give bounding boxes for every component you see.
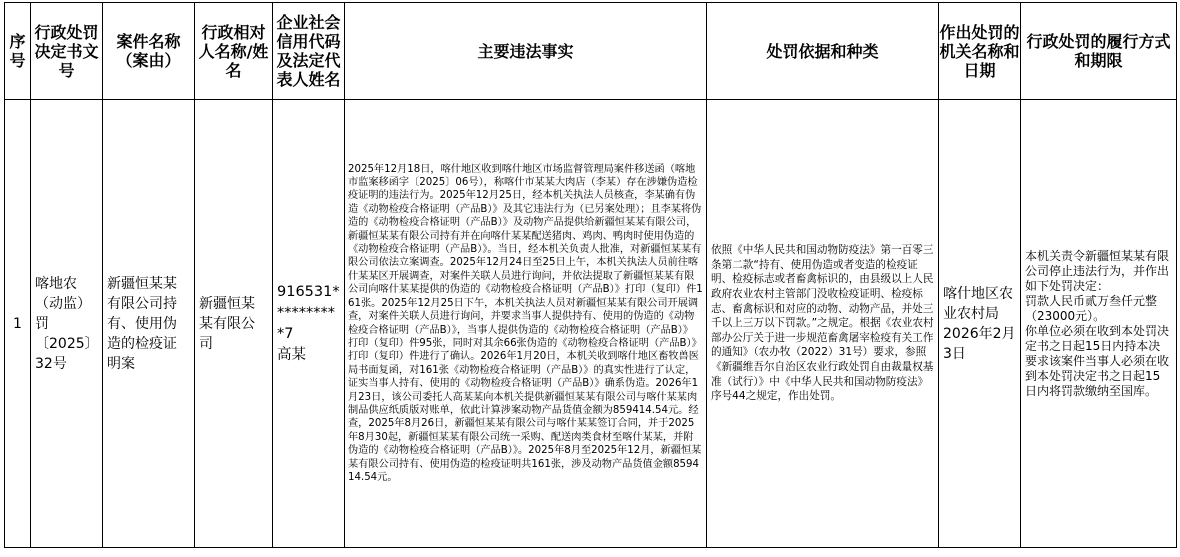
header-credit: 企业社会信用代码及法定代表人姓名 [273, 3, 345, 100]
cell-facts: 2025年12月18日，喀什地区收到喀什地区市场监督管理局案件移送函（喀地市监案移函字〔2025〕06号），称喀什市某某大肉店（李某）存在涉嫌伪造检疫证明的违法行为。2025年12月25日，经本机关执法人员核查，李某确有伪造《动物检疫合格证明（产品B）》及其它违法行为（已另案处理）；且李某将伪造的《动物检疫合格证明（产品B）》及动物产品提供给新疆恒某某有限公司，新疆恒某某有限公司持有并在向喀什某某配送猪肉、鸡肉、鸭肉时使用伪造的《动物检疫合格证明（产品B）》。当日，经本机关负责人批准，对新疆恒某某有限公司依法立案调查。2025年12月24日至25日上午，本机关执法人员前往喀什某某区开展调查，对案件关联人员进行询问，并依法提取了新疆恒某某有限公司向喀什某某提供的伪造的《动物检疫合格证明（产品B）》打印（复印）件161张。2025年12月25日下午，本机关执法人员对新疆恒某某有限公司开展调查，对案件关联人员进行询问，并要求当事人提供持有、使用的伪造的《动物检疫合格证明（产品B）》，当事人提供伪造的《动物检疫合格证明（产品B）》打印（复印）件95张，同时对其余66张伪造的《动物检疫合格证明（产品B）》打印（复印）件进行了确认。2026年1月20日，本机关收到喀什地区畜牧兽医局书面复函，对161张《动物检疫合格证明（产品B）》的真实性进行了认定，证实当事人持有、使用的《动物检疫合格证明（产品B）》确系伪造。2026年1月23日，该公司委托人高某某向本机关提供新疆恒某某有限公司与喀什某某肉制品供应纸质版对账单，依此计算涉案动物产品货值金额为859414.54元。经查，2025年8月26日，新疆恒某某有限公司与喀什某某签订合同，并于2025年8月30起，新疆恒某某有限公司统一采购、配送肉类食材至喀什某某，并附伪造的《动物检疫合格证明（产品B）》。2025年8月至2025年12月，新疆恒某某有限公司持有、使用伪造的检疫证明共161张，涉及动物产品货值金额859414.54元。 [345, 100, 707, 548]
header-doc-no: 行政处罚决定书文号 [31, 3, 103, 100]
performance-line: 本机关责令新疆恒某某有限公司停止违法行为，并作出如下处罚决定： [1025, 248, 1170, 293]
cell-seq: 1 [5, 100, 31, 548]
table-header-row [5, 3, 1177, 100]
header-authority: 作出处罚的机关名称和日期 [939, 3, 1021, 100]
header-case-name: 案件名称（案由） [103, 3, 195, 100]
legal-representative: 高某 [277, 346, 306, 363]
authority-date: 2026年2月3日 [943, 325, 1016, 362]
performance-line: 要求该案件当事人必须在收到本处罚决定书之日起15日内将罚款缴纳至国库。 [1025, 353, 1170, 398]
cell-authority [939, 100, 1021, 548]
cell-basis: 依照《中华人民共和国动物防疫法》第一百零三条第二款“持有、使用伪造或者变造的检疫证明、检疫标志或者畜禽标识的，由县级以上人民政府农业农村主管部门没收检疫证明、检疫标志、畜禽标识和对应的动物、动物产品，并处三千以上三万以下罚款。”之规定。根据《农业农村部办公厅关于进一步规范畜禽屠宰检疫有关工作的通知》（农办牧（2022）31号）要求，参照《新疆维吾尔自治区农业行政处罚自由裁量权基准（试行）》中《中华人民共和国动物防疫法》序号44之规定，作出处罚。 [707, 100, 939, 548]
header-facts: 主要违法事实 [345, 3, 707, 100]
performance-line: 罚款人民币贰万叁仟元整（23000元）。 [1025, 293, 1158, 323]
header-seq: 序号 [5, 3, 31, 100]
header-counterparty: 行政相对人名称/姓名 [195, 3, 273, 100]
header-basis: 处罚依据和种类 [707, 3, 939, 100]
cell-case-name: 新疆恒某某有限公司持有、使用伪造的检疫证明案 [103, 100, 195, 548]
table-row [5, 100, 1177, 548]
cell-doc-no: 喀地农（动监）罚〔2025〕32号 [31, 100, 103, 548]
cell-performance [1021, 100, 1177, 548]
penalty-table [4, 2, 1177, 548]
authority-name: 喀什地区农业农村局 [943, 285, 1013, 322]
header-performance: 行政处罚的履行方式和期限 [1021, 3, 1177, 100]
cell-credit [273, 100, 345, 548]
credit-code: 916531**********7 [277, 283, 340, 342]
cell-counterparty: 新疆恒某某有限公司 [195, 100, 273, 548]
performance-line: 你单位必须在收到本处罚决定书之日起15日内持本决 [1025, 323, 1170, 353]
